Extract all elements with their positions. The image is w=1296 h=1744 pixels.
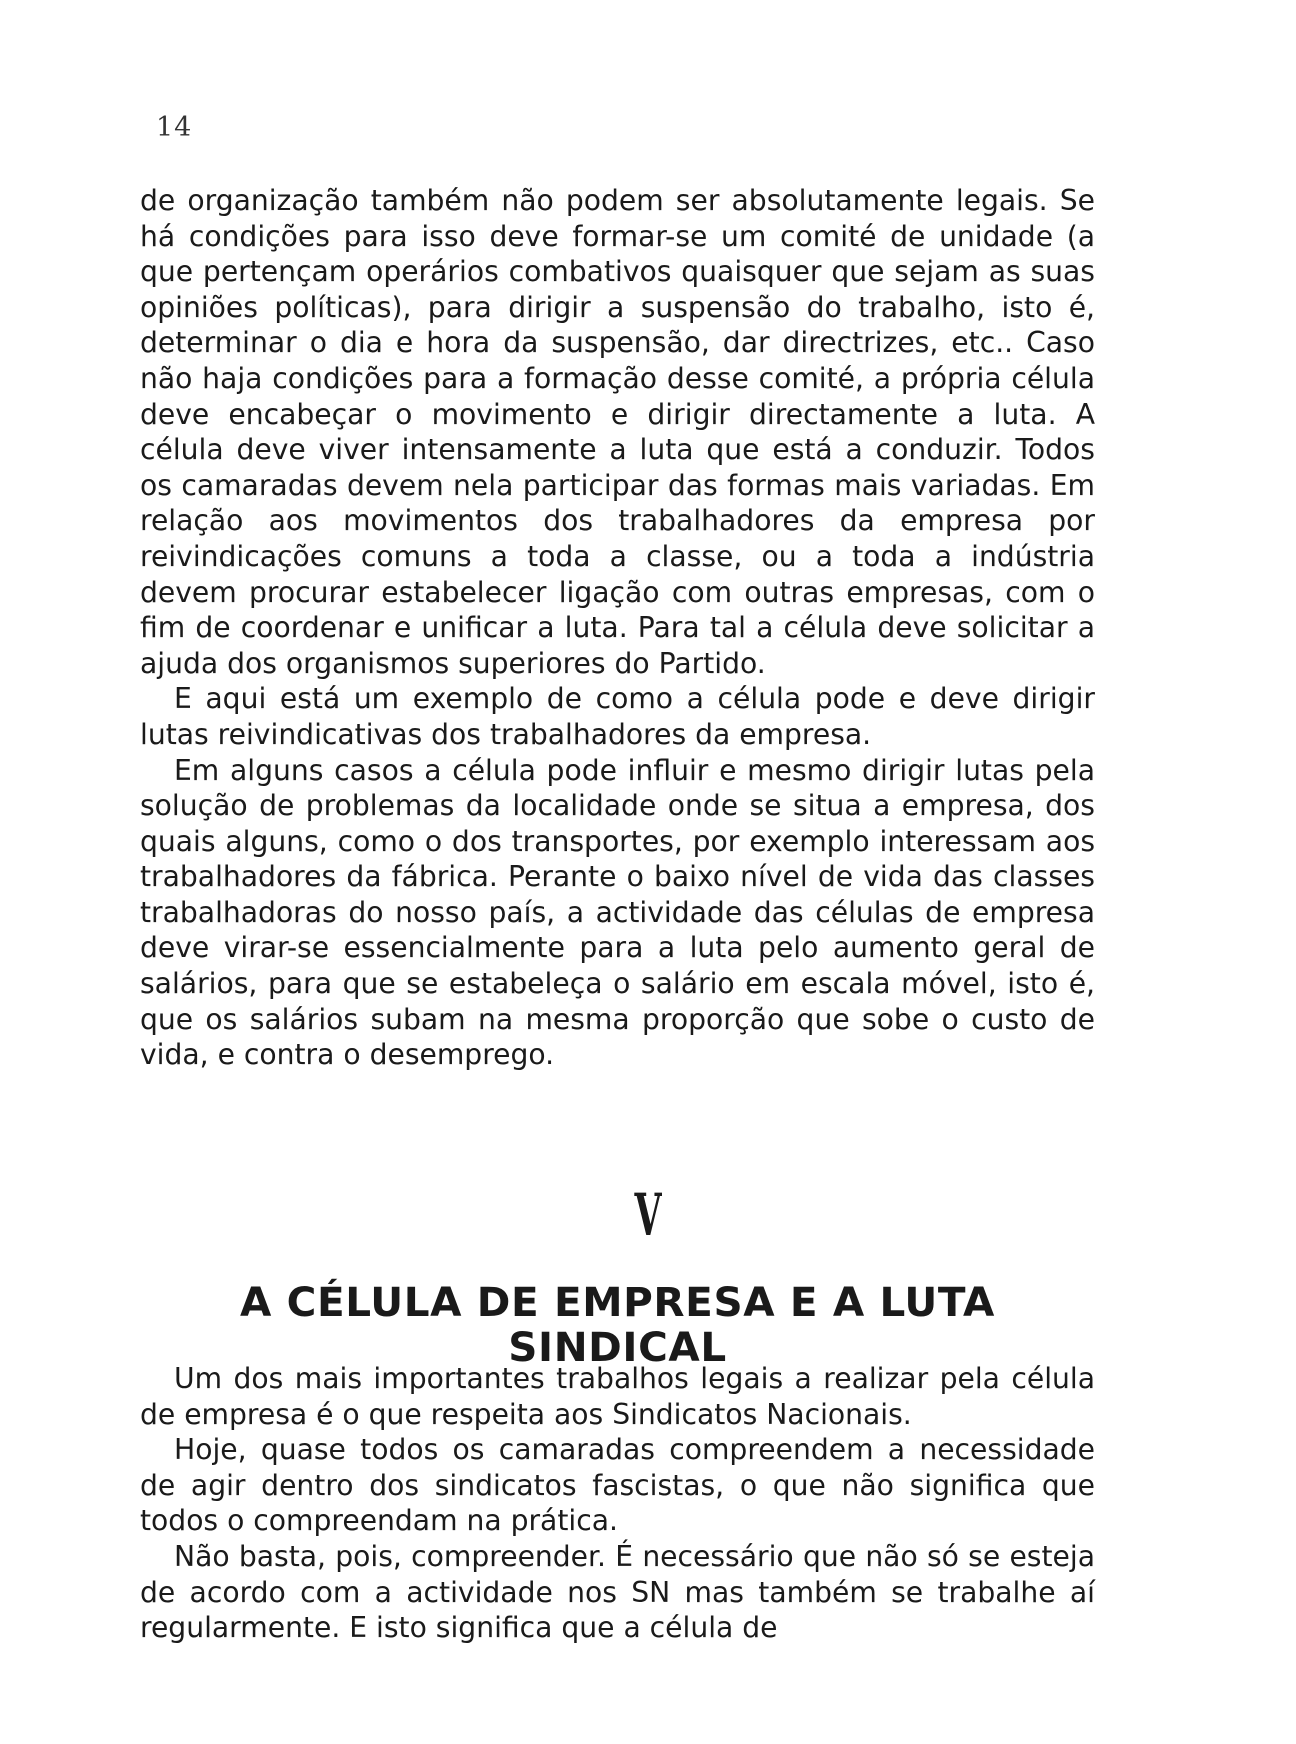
body-text-after-chapter — [140, 1361, 1095, 1646]
paragraph: de organização também não podem ser absolutamente legais. Se há condições para isso deve formar-se um comité de unidade (a que pertençam operários combativos quaisquer que sejam as suas opiniões políticas), para dirigir a suspensão do trabalho, isto é, determinar o dia e hora da suspensão, dar directrizes, etc.. Caso não haja condições para a formação desse comité, a própria célula deve encabeçar o movimento e dirigir directamente a luta. A célula deve viver intensamente a luta que está a conduzir. Todos os camaradas devem nela participar das formas mais variadas. Em relação aos movimentos dos trabalhadores da empresa por reivindicações comuns a toda a classe, ou a toda a indústria devem procurar estabelecer ligação com outras empresas, com o fim de coordenar e unificar a luta. Para tal a célula deve solicitar a ajuda dos organismos superiores do Partido. — [140, 184, 1095, 680]
paragraph: E aqui está um exemplo de como a célula pode e deve dirigir lutas reivindicativas dos trabalhadores da empresa. — [140, 682, 1095, 751]
paragraph: Hoje, quase todos os camaradas compreendem a necessidade de agir dentro dos sindicatos fascistas, o que não significa que todos o compreendam na prática. — [140, 1433, 1095, 1538]
chapter-numeral: V — [634, 1181, 662, 1249]
chapter-title: A CÉLULA DE EMPRESA E A LUTA SINDICAL — [240, 1278, 995, 1371]
body-text-before-chapter — [140, 183, 1095, 1073]
paragraph: Em alguns casos a célula pode influir e mesmo dirigir lutas pela solução de problemas da localidade onde se situa a empresa, dos quais alguns, como o dos transportes, por exemplo interessam aos trabalhadores da fábrica. Perante o baixo nível de vida das classes trabalhadoras do nosso país, a actividade das células de empresa deve virar-se essencialmente para a luta pelo aumento geral de salários, para que se estabeleça o salário em escala móvel, isto é, que os salários subam na mesma proporção que sobe o custo de vida, e contra o desemprego. — [140, 753, 1095, 1072]
paragraph: Um dos mais importantes trabalhos legais a realizar pela célula de empresa é o que respeita aos Sindicatos Nacionais. — [140, 1362, 1095, 1431]
paragraph: Não basta, pois, compreender. É necessário que não só se esteja de acordo com a actividade nos SN mas também se trabalhe aí regularmente. E isto significa que a célula de — [140, 1539, 1095, 1645]
page-number: 14 — [156, 112, 193, 143]
